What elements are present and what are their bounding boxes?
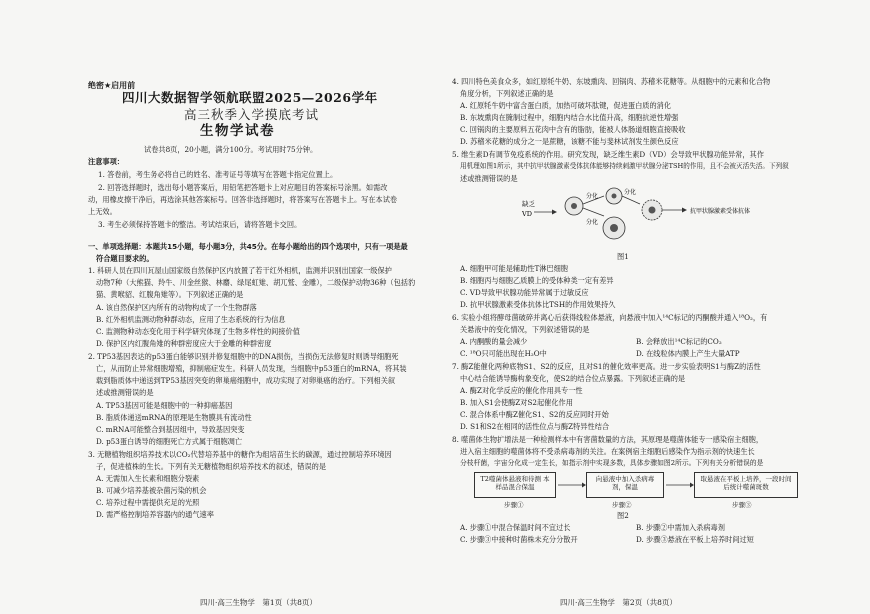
question-2-stem: 亡，从而防止异常细胞增殖，抑制癌症发生。科研人员发现，当细胞中p53蛋白的mRNA，将其装 (96, 364, 407, 373)
exam-info: 试卷共8页，20小题，满分100分。考试用时75分钟。 (144, 145, 318, 154)
flow-step-1-box: T2噬菌体悬液和待测 本样品混合保温 (474, 472, 556, 498)
question-2-stem: 述或推测错误的是 (96, 388, 154, 397)
question-3-stem: 子，促进植株的生长。下列有关无糖植物组织培养技术的叙述，错误的是 (96, 462, 327, 471)
question-6-option: D. 在线粒体内膜上产生大量ATP (636, 349, 740, 358)
question-2-option: A. TP53基因可能是细胞中的一种抑癌基因 (96, 401, 233, 410)
question-8-option: B. 步骤②中需加入杀病毒剂 (636, 523, 725, 532)
notice-line: 3. 考生必须保持答题卡的整洁。考试结束后，请将答题卡交回。 (98, 220, 302, 229)
cell-c-nucleus (610, 224, 618, 232)
question-6-option: B. 会释放出¹⁴C标记的CO₂ (636, 337, 722, 346)
question-8-stem: 进入宿主细胞的噬菌体将不受杀病毒剂的关注。在案例宿主细胞后感染作为指示剂的快速生长 (460, 447, 755, 456)
exam-title-subject: 生物学试卷 (200, 123, 275, 139)
figure-1-diagram (522, 186, 762, 250)
question-7-option: C. 混合体系中酶Z催化S1、S2的反应同时开始 (460, 410, 609, 419)
notice-line: 上无效。 (88, 207, 117, 216)
flow-step-label: 步骤③ (732, 501, 752, 509)
cell-a-nucleus (571, 203, 577, 209)
question-2-option: B. 脂质体递送mRNA的原理是生物膜具有流动性 (96, 413, 252, 422)
question-7-option: D. S1和S2在相同的活性位点与酶Z特异性结合 (460, 422, 610, 431)
label-deficient: 缺乏 (522, 200, 535, 208)
question-4-stem: 角度分析，下列叙述正确的是 (460, 89, 554, 98)
question-3-option: B. 可减少培养基被杂菌污染的机会 (96, 486, 207, 495)
question-4-stem: 4. 四川特色美食众多，如红原牦牛奶、东坡熏肉、回锅肉、苏稽米花糖等。从细胞中的元素和化合物 (452, 77, 771, 86)
question-2-stem: 2. TP53基因表达的p53蛋白能够识别并修复细胞中的DNA损伤，当损伤无法修复时则诱导细胞死 (88, 352, 399, 361)
notice-line: 2. 回答选择题时，选出每小题答案后，用铅笔把答题卡上对应题目的答案标号涂黑。如需改 (98, 183, 388, 192)
question-4-option: A. 红原牦牛奶中富含蛋白质，加热可破坏肽键，促进蛋白质的消化 (460, 101, 672, 110)
question-1-option: D. 保护区内红腹角雉的种群密度应大于金雕的种群密度 (96, 339, 272, 348)
question-5-stem: 用机理如图1所示，其中抗甲状腺激素受体抗体能够持续刺激甲状腺分泌TSH的作用，且不会被灭活失活。下列叙 (460, 162, 789, 170)
exam-title-line1: 四川大数据智学领航联盟2025—2026学年 (122, 90, 378, 105)
arrow-line (622, 196, 640, 204)
question-6-stem: 6. 实验小组将酵母菌破碎并离心后获得线粒体悬液，向悬液中加入¹⁴C标记的丙酮酸并通入¹⁸O₂，有 (452, 313, 768, 322)
question-3-option: D. 需严格控制培养容器内的通气速率 (96, 510, 214, 519)
label-differentiate: 分化 (624, 189, 637, 196)
flow-arrows (556, 478, 696, 492)
flow-step-label: 步骤② (612, 501, 632, 509)
label-differentiate: 分化 (586, 193, 599, 200)
question-6-stem: 关悬液中的变化情况，下列叙述错误的是 (460, 325, 590, 334)
label-antibody: 抗甲状腺激素受体抗体 (690, 208, 751, 215)
question-3-option: A. 无需加入生长素和细胞分裂素 (96, 474, 200, 483)
question-3-option: C. 培养过程中需提供充足的光照 (96, 498, 200, 507)
question-1-option: B. 红外相机监测动物种群动态，应用了生态系统的行为信息 (96, 315, 286, 324)
question-7-option: A. 酶Z对化学反应的催化作用具专一性 (460, 386, 583, 395)
question-1-stem: 猫、黄喉貂、红腹角雉等）。下列叙述正确的是 (96, 290, 244, 299)
page-footer: 四川·高三生物学 第2页（共8页） (560, 598, 677, 607)
question-5-option: A. 细胞甲可能是辅助性T淋巴细胞 (460, 264, 568, 273)
question-6-option: A. 内酮酸的量会减少 (460, 337, 528, 346)
question-4-option: B. 东坡熏肉在腌制过程中，细胞内结合水比值升高，细胞抗逆性增强 (460, 113, 679, 122)
arrow-head (552, 210, 557, 215)
notice-line: 动，用橡皮擦干净后，再选涂其他答案标号。回答非选择题时，将答案写在答题卡上。写在本试卷 (88, 195, 398, 204)
question-8-stem: 8. 噬菌体生物扩增法是一种检测样本中有害菌数量的方法，其原理是噬菌体能专一感染宿主细胞， (452, 435, 764, 444)
notice-line: 1. 答卷前，考生务必将自己的姓名、准考证号等填写在答题卡指定位置上。 (98, 170, 338, 179)
question-5-stem: 述或推测错误的是 (460, 174, 518, 183)
arrow-line (583, 208, 604, 216)
question-2-stem: 载到脂质体中递送到TP53基因突变的卵巢癌细胞中，成功实现了对卵巢癌的治疗。下列相关叙 (96, 376, 396, 385)
arrow-head (682, 208, 687, 213)
notice-heading: 注意事项： (88, 157, 124, 166)
question-3-stem: 3. 无糖植物组织培养技术以CO₂代替培养基中的糖作为组培苗生长的碳源，通过控制培养环境因 (88, 450, 392, 459)
question-8-option: A. 步骤①中混合保温时间不宜过长 (460, 523, 571, 532)
question-6-option: C. ¹⁸O只可能出现在H₂O中 (460, 349, 547, 358)
section-heading: 一、单项选择题：本题共15小题，每小题3分，共45分。在每小题给出的四个选项中，只有一项是最 (88, 242, 408, 251)
page-footer: 四川·高三生物学 第1页（共8页） (200, 598, 317, 607)
flow-arrow-head (582, 483, 586, 488)
secret-mark: 绝密★启用前 (88, 81, 136, 90)
question-5-option: B. 细胞丙与细胞乙质膜上的受体种类一定有差异 (460, 276, 614, 285)
flow-step-label: 步骤① (504, 501, 524, 509)
question-1-stem: 1. 科研人员在四川瓦屋山国家级自然保护区内放置了若干红外相机，监测并识别出国家一级保护 (88, 266, 392, 275)
exam-title-line2: 高三秋季入学摸底考试 (184, 107, 320, 122)
question-7-stem: 7. 酶Z能催化两种底物S1、S2的反应，且对S1的催化效率更高。进一步实验表明S1与酶Z的活性 (452, 362, 761, 371)
question-1-option: A. 该自然保护区内所有的动物构成了一个生物群落 (96, 303, 257, 312)
flow-arrow-head (690, 483, 694, 488)
cell-d-nucleus (649, 207, 656, 214)
label-differentiate: 分化 (586, 219, 599, 226)
question-1-stem: 动物7种（大熊猫、羚牛、川金丝猴、林麝、绿尾虹雉、胡兀鹫、金雕），二级保护动物36种（包括豹 (96, 278, 416, 287)
figure-2-caption: 图2 (617, 511, 629, 520)
label-vd: VD (522, 210, 532, 218)
flow-step-2-box: 向悬液中加入杀病毒剂，保温 (586, 472, 664, 498)
question-2-option: D. p53蛋白诱导的细胞死亡方式属于细胞凋亡 (96, 437, 243, 446)
question-4-option: C. 回锅肉的主要原料五花肉中含有的脂肪，能被人体肠道细胞直接吸收 (460, 125, 686, 134)
question-4-option: D. 苏稽米花糖的成分之一是蔗糖，该糖不能与斐林试剂发生颜色反应 (460, 137, 679, 146)
question-5-option: C. VD导致甲状腺功能异常属于过敏反应 (460, 288, 589, 297)
question-5-stem: 5. 维生素D有调节免疫系统的作用。研究发现，缺乏维生素D（VD）会导致甲状腺功能异常，其作 (452, 150, 764, 159)
section-heading: 符合题目要求的。 (96, 254, 154, 263)
figure-1-caption: 图1 (617, 252, 629, 261)
flow-step-3-box: 取悬液在平板上培养，一段时间后统计噬菌斑数 (694, 472, 798, 498)
question-8-option: C. 步骤③中接种时菌株未充分分散开 (460, 535, 578, 544)
question-7-option: B. 加入S1会使酶Z对S2起催化作用 (460, 398, 573, 407)
question-8-stem: 分枝杆菌，宇宙分化成一定生长，如指示剂中实现多数，具体步骤如图2所示。下列有关分析错误的是 (460, 459, 764, 467)
question-2-option: C. mRNA可能整合到基因组中，导致基因突变 (96, 425, 245, 434)
question-5-option: D. 抗甲状腺激素受体抗体比TSH的作用效果持久 (460, 300, 616, 309)
question-1-option: C. 监测物种动态变化用于科学研究体现了生物多样性的间接价值 (96, 327, 300, 336)
question-8-option: D. 步骤③悬液在平板上培养时间过短 (636, 535, 754, 544)
cell-b-nucleus (612, 194, 617, 199)
question-7-stem: 中心结合能诱导酶构象变化，使S2的结合位点暴露。下列叙述正确的是 (460, 374, 686, 383)
